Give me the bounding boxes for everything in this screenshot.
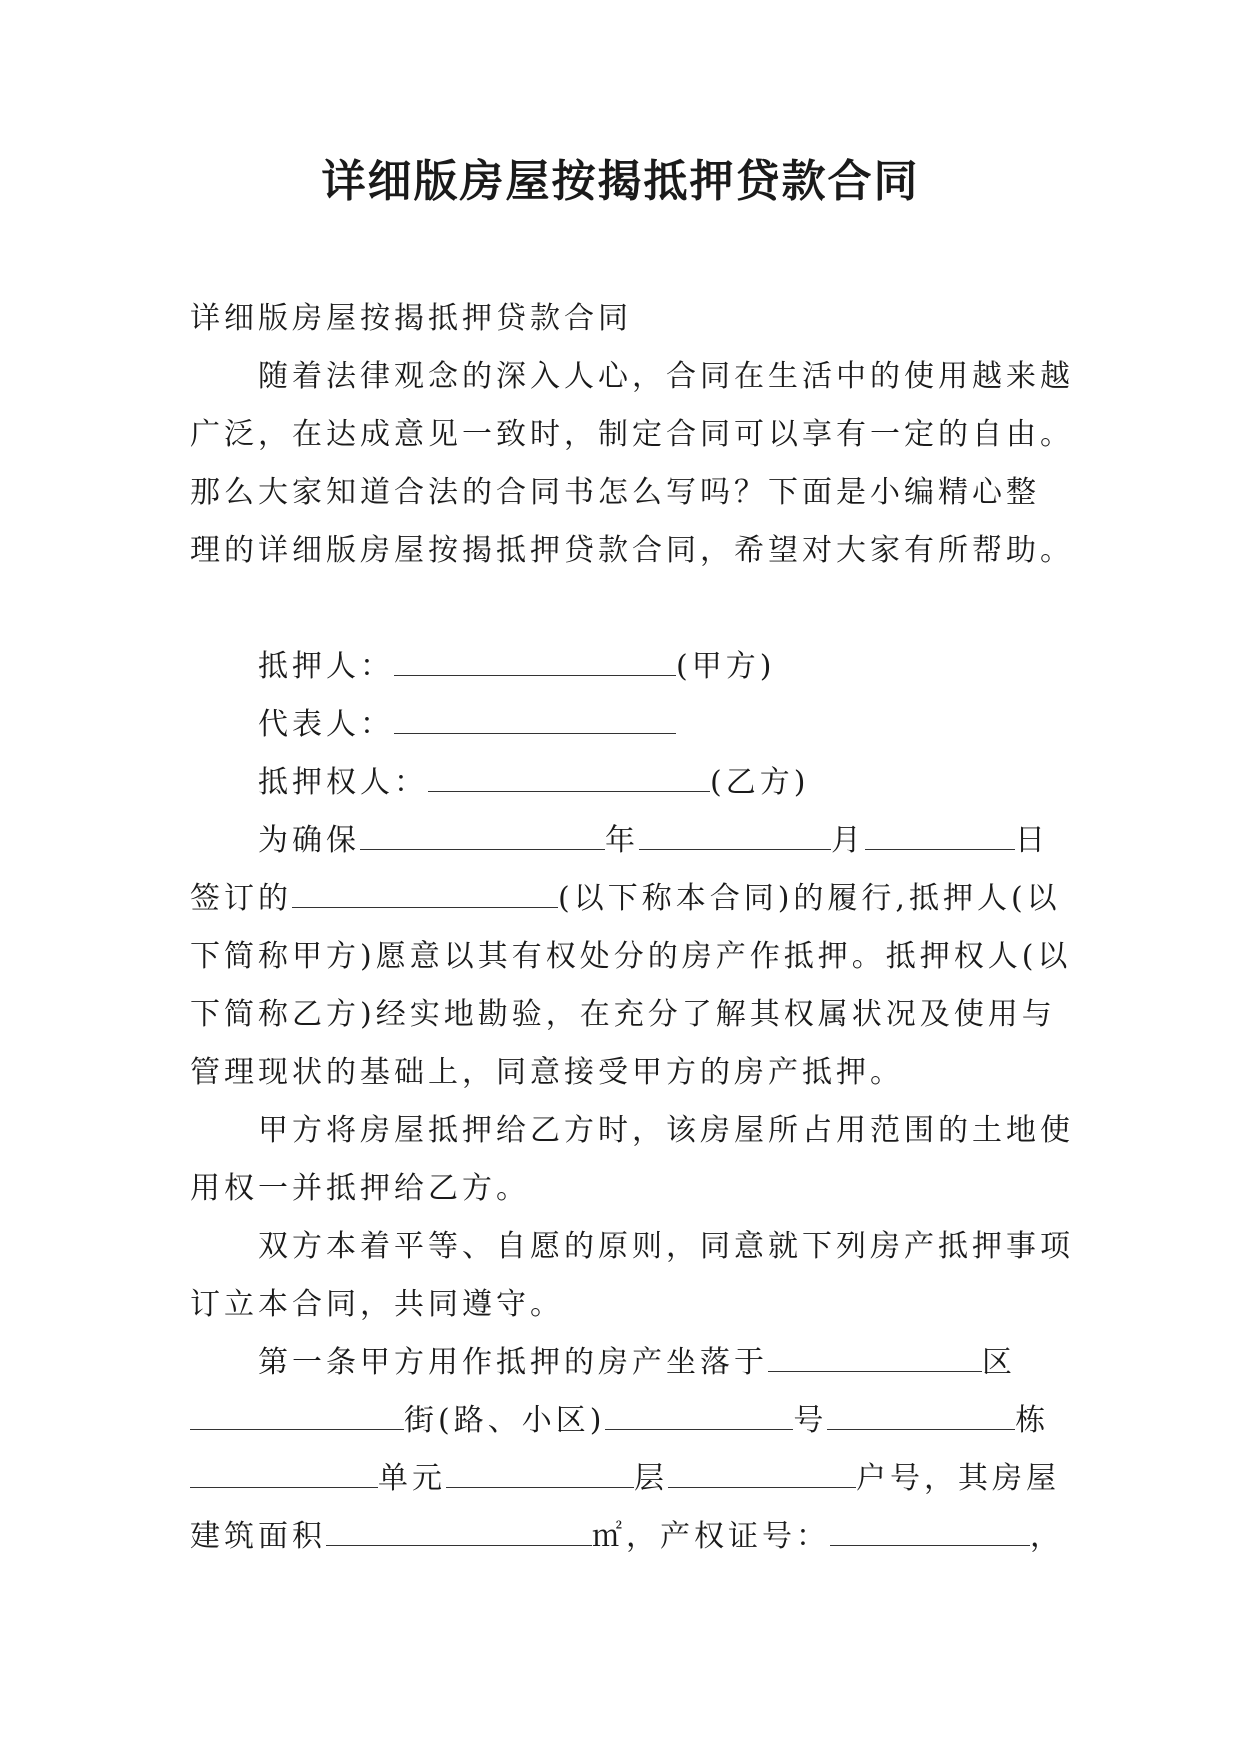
day-blank: [865, 843, 1015, 850]
day-label: 日: [1015, 823, 1049, 858]
mortgagee-suffix: (乙方): [710, 765, 810, 800]
mortgagor-line: [190, 638, 1070, 696]
building-label: 栋: [1015, 1403, 1050, 1438]
document-title: 详细版房屋按揭抵押贷款合同: [321, 156, 920, 207]
month-label: 月: [831, 823, 865, 858]
document-body: [190, 290, 1074, 1566]
signed-prefix: 签订的: [190, 881, 292, 916]
unit-blank: [190, 1481, 378, 1488]
ensure-line: 下简称乙方)经实地勘验，在充分了解其权属状况及使用与: [190, 997, 1056, 1032]
representative-label: 代表人：: [258, 707, 394, 742]
intro-line: 那么大家知道合法的合同书怎么写吗？下面是小编精心整: [190, 475, 1040, 510]
subtitle: 详细版房屋按揭抵押贷款合同: [190, 301, 632, 336]
certificate-blank: [830, 1539, 1030, 1546]
area-label: 建筑面积: [190, 1519, 326, 1554]
unit-label: 单元: [378, 1461, 446, 1496]
article1-line: [190, 1508, 1070, 1566]
ensure-line: 下简称甲方)愿意以其有权处分的房产作抵押。抵押权人(以: [190, 939, 1072, 974]
representative-line: [190, 696, 1070, 754]
mortgagor-blank: [394, 669, 676, 676]
land-line: 用权一并抵押给乙方。: [190, 1171, 530, 1206]
ensure-line: 管理现状的基础上，同意接受甲方的房产抵押。: [190, 1055, 904, 1090]
signed-line: [190, 870, 1070, 928]
floor-label: 层: [634, 1461, 668, 1496]
article1-line: [190, 1392, 1070, 1450]
intro-line: 广泛，在达成意见一致时，制定合同可以享有一定的自由。: [190, 417, 1074, 452]
location-blank: [768, 1365, 982, 1372]
land-line: 甲方将房屋抵押给乙方时，该房屋所占用范围的土地使: [258, 1113, 1074, 1148]
number-label: 号: [793, 1403, 828, 1438]
mortgagee-line: [190, 754, 1070, 812]
room-label: 户号，其房屋: [856, 1461, 1060, 1496]
ensure-prefix: 为确保: [258, 823, 360, 858]
ensure-line: [190, 812, 1070, 870]
street-label: 街(路、小区): [404, 1403, 606, 1438]
street-blank: [190, 1423, 404, 1430]
line-end: ，: [1030, 1519, 1064, 1554]
equal-line: 订立本合同，共同遵守。: [190, 1287, 564, 1322]
article1-line: [190, 1450, 1070, 1508]
mortgagor-suffix: (甲方): [676, 649, 776, 684]
article1-line: [190, 1334, 1070, 1392]
area-unit: ㎡，产权证号：: [592, 1519, 830, 1554]
area-blank: [326, 1539, 592, 1546]
floor-blank: [446, 1481, 634, 1488]
intro-line: 理的详细版房屋按揭抵押贷款合同，希望对大家有所帮助。: [190, 533, 1074, 568]
mortgagee-blank: [428, 785, 710, 792]
mortgagee-label: 抵押权人：: [258, 765, 428, 800]
representative-blank: [394, 727, 676, 734]
signed-suffix: (以下称本合同)的履行,抵押人(以: [558, 881, 1061, 916]
number-blank: [605, 1423, 793, 1430]
mortgagor-label: 抵押人：: [258, 649, 394, 684]
spacer: [190, 580, 1070, 638]
year-label: 年: [605, 823, 639, 858]
article1-prefix: 第一条甲方用作抵押的房产坐落于: [258, 1345, 768, 1380]
room-blank: [668, 1481, 856, 1488]
equal-line: 双方本着平等、自愿的原则，同意就下列房产抵押事项: [258, 1229, 1074, 1264]
signed-blank: [292, 901, 558, 908]
intro-line: 随着法律观念的深入人心，合同在生活中的使用越来越: [258, 359, 1074, 394]
month-blank: [639, 843, 831, 850]
building-blank: [827, 1423, 1015, 1430]
contract-name-blank: [360, 843, 605, 850]
district-label: 区: [982, 1345, 1016, 1380]
